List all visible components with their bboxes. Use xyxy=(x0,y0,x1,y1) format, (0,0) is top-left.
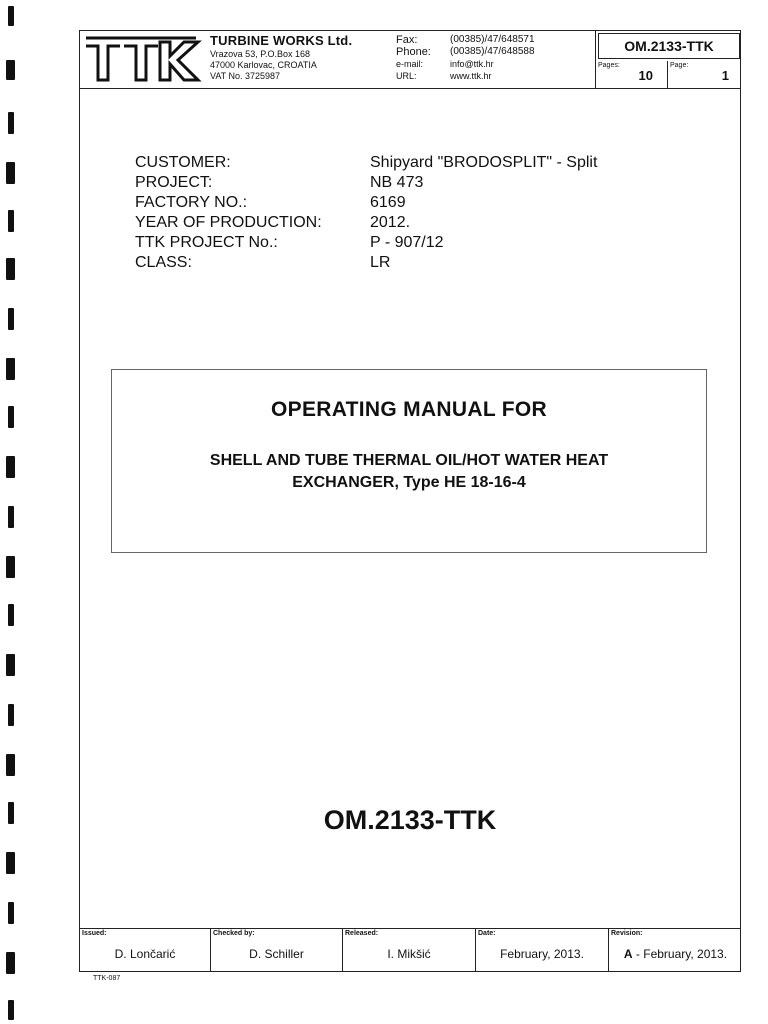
info-value: LR xyxy=(370,254,391,271)
info-row-factory-no xyxy=(135,193,695,213)
checked-value: D. Schiller xyxy=(249,947,304,961)
contact-value: (00385)/47/648571 xyxy=(450,34,535,45)
info-value: 2012. xyxy=(370,214,411,231)
revision-label: Revision: xyxy=(611,930,643,937)
footer-checked xyxy=(211,929,343,971)
contact-value: info@ttk.hr xyxy=(450,59,494,69)
contacts-block xyxy=(396,34,596,82)
page-label: Page: xyxy=(670,62,689,69)
binding-holes xyxy=(0,0,40,1024)
info-value: NB 473 xyxy=(370,174,424,191)
manual-subtitle xyxy=(112,450,706,494)
footer-revision xyxy=(609,929,742,971)
form-code: TTK-087 xyxy=(93,975,121,982)
revision-value xyxy=(609,947,742,961)
revision-date: - February, 2013. xyxy=(632,947,728,961)
document-code: OM.2133-TTK xyxy=(323,805,497,835)
contact-fax xyxy=(396,34,596,46)
revision-letter: A xyxy=(623,947,633,961)
footer-signoff xyxy=(80,928,740,971)
pages-box xyxy=(596,61,668,89)
pages-label: Pages: xyxy=(598,62,620,69)
contact-label: Fax: xyxy=(396,34,418,46)
info-row-project xyxy=(135,173,695,193)
issued-label: Issued: xyxy=(82,930,107,937)
project-info xyxy=(135,153,695,273)
page-value: 1 xyxy=(721,68,729,83)
manual-subtitle-line-1: SHELL AND TUBE THERMAL OIL/HOT WATER HEAT xyxy=(209,452,609,469)
binding-marks xyxy=(0,0,40,1024)
contact-label: e-mail: xyxy=(396,59,424,69)
info-row-ttk-project xyxy=(135,233,695,253)
contact-label: Phone: xyxy=(396,46,431,58)
issued-value: D. Lončarić xyxy=(114,947,176,961)
company-block xyxy=(210,33,400,82)
document-page xyxy=(79,30,741,972)
header xyxy=(80,31,740,89)
contact-label: URL: xyxy=(396,71,417,81)
company-name: TURBINE WORKS Ltd. xyxy=(210,33,353,48)
manual-subtitle-line-2: EXCHANGER, Type HE 18-16-4 xyxy=(292,474,526,491)
footer-issued xyxy=(80,929,211,971)
company-address-2: 47000 Karlovac, CROATIA xyxy=(210,60,317,70)
doc-number: OM.2133-TTK xyxy=(598,33,740,59)
info-row-customer xyxy=(135,153,695,173)
info-key: YEAR OF PRODUCTION: xyxy=(135,214,322,231)
company-address-1: Vrazova 53, P.O.Box 168 xyxy=(210,49,311,59)
ttk-logo xyxy=(84,34,202,84)
released-label: Released: xyxy=(345,930,379,937)
info-row-year xyxy=(135,213,695,233)
date-value: February, 2013. xyxy=(500,947,584,961)
company-vat: VAT No. 3725987 xyxy=(210,71,281,81)
doc-number-box xyxy=(595,31,742,89)
contact-email xyxy=(396,58,596,70)
info-key: PROJECT: xyxy=(135,174,213,191)
info-value: Shipyard "BRODOSPLIT" - Split xyxy=(370,154,598,171)
info-key: FACTORY NO.: xyxy=(135,194,248,211)
title-box xyxy=(111,369,707,553)
page-box xyxy=(668,61,743,89)
contact-value: www.ttk.hr xyxy=(450,71,492,81)
contact-url xyxy=(396,70,596,82)
info-key: CUSTOMER: xyxy=(135,154,231,171)
checked-label: Checked by: xyxy=(213,930,255,937)
info-row-class xyxy=(135,253,695,273)
pages-value: 10 xyxy=(638,68,653,83)
date-label: Date: xyxy=(478,930,496,937)
info-key: TTK PROJECT No.: xyxy=(135,234,278,251)
info-value: 6169 xyxy=(370,194,406,211)
info-key: CLASS: xyxy=(135,254,192,271)
contact-phone xyxy=(396,46,596,58)
footer-released xyxy=(343,929,476,971)
info-value: P - 907/12 xyxy=(370,234,444,251)
manual-title: OPERATING MANUAL FOR xyxy=(271,398,547,421)
released-value: I. Mikšić xyxy=(387,947,431,961)
contact-value: (00385)/47/648588 xyxy=(450,46,535,57)
footer-date xyxy=(476,929,609,971)
